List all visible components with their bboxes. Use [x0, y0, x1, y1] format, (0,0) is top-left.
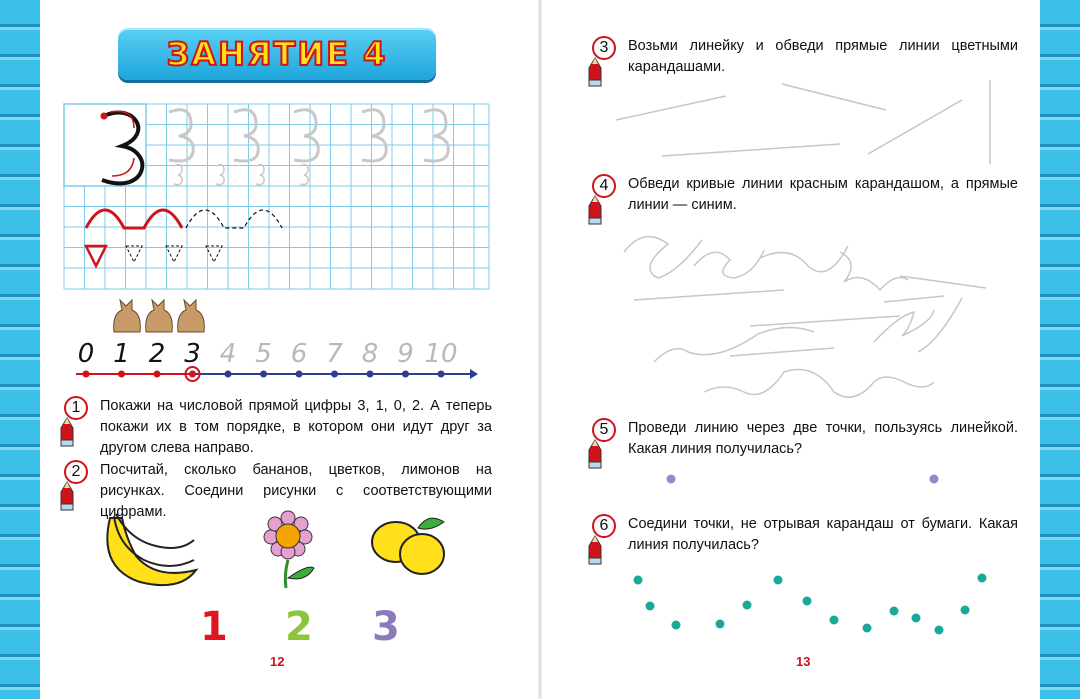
number-line-arrow: [470, 369, 478, 379]
number-line-point: [225, 371, 232, 378]
number-line-point: [118, 371, 125, 378]
task-5-badge: 5: [592, 418, 616, 442]
task-1-text: Покажи на числовой прямой цифры 3, 1, 0, 2. А теперь покажи их в том порядке, в котором они идут друг за другом слева направо.: [100, 398, 492, 456]
task-6-text: Соедини точки, не отрывая карандаш от бумаги. Какая линия получилась?: [628, 516, 1018, 553]
number-line-digit: 0: [77, 339, 95, 369]
straight-lines-exercise: [610, 78, 1010, 168]
right-page-edge-decoration: [1040, 0, 1080, 699]
number-line-point: [438, 371, 445, 378]
tracing-grid: [64, 104, 494, 294]
pencil-icon: [60, 418, 74, 448]
task-2-text: Посчитай, сколько бананов, цветков, лимонов на рисунках. Соедини рисунки с соответствующими цифрами.: [100, 462, 492, 520]
number-line-point: [402, 371, 409, 378]
pencil-icon: [588, 536, 602, 566]
number-line-digit: 7: [326, 339, 343, 369]
number-line-point: [189, 371, 196, 378]
number-line-digit: 10: [424, 339, 458, 369]
task-4-text: Обведи кривые линии красным карандашом, а прямые линии — синим.: [628, 176, 1018, 213]
number-line-point: [154, 371, 161, 378]
number-line-digit: 6: [290, 339, 308, 369]
kittens-illustration: [110, 296, 210, 336]
number-line-digit: 3: [184, 339, 201, 369]
flower-picture: [258, 508, 318, 588]
book-spine-fold: [538, 0, 542, 699]
curved-and-straight-lines-exercise: [620, 222, 1000, 402]
pencil-icon: [588, 58, 602, 88]
bananas-picture: [100, 508, 200, 588]
lemons-picture: [368, 508, 458, 578]
page-number-right: 13: [796, 654, 811, 669]
number-line-digit: 2: [148, 339, 166, 369]
answer-digit-3: 3: [372, 604, 400, 650]
answer-digit-1: 1: [200, 604, 228, 650]
pencil-icon: [588, 440, 602, 470]
number-line-digit: 8: [361, 339, 379, 369]
number-line-digit: 1: [113, 339, 130, 369]
task-2-badge: 2: [64, 460, 88, 484]
lesson-title: ЗАНЯТИЕ 4: [166, 35, 388, 73]
two-points-exercise: [660, 470, 960, 490]
task-4-badge: 4: [592, 174, 616, 198]
pencil-icon: [60, 482, 74, 512]
number-line-digit: 9: [397, 339, 414, 369]
pencil-icon: [588, 196, 602, 226]
number-line-point: [296, 371, 303, 378]
task-1-badge: 1: [64, 396, 88, 420]
left-page-edge-decoration: [0, 0, 40, 699]
task-3-text: Возьми линейку и обведи прямые линии цветными карандашами.: [628, 38, 1018, 75]
number-line-point: [367, 371, 374, 378]
task-6-badge: 6: [592, 514, 616, 538]
page-number-left: 12: [270, 654, 285, 669]
dot-path-exercise: [624, 572, 1004, 642]
task-3-badge: 3: [592, 36, 616, 60]
answer-digit-2: 2: [285, 604, 313, 650]
number-line-digit: 5: [255, 339, 272, 369]
task-5-text: Проведи линию через две точки, пользуясь линейкой. Какая линия получилась?: [628, 420, 1018, 457]
number-line-point: [260, 371, 267, 378]
number-line-digit: 4: [219, 339, 237, 369]
number-line-point: [331, 371, 338, 378]
number-line-point: [83, 371, 90, 378]
lesson-title-banner: [118, 28, 436, 80]
